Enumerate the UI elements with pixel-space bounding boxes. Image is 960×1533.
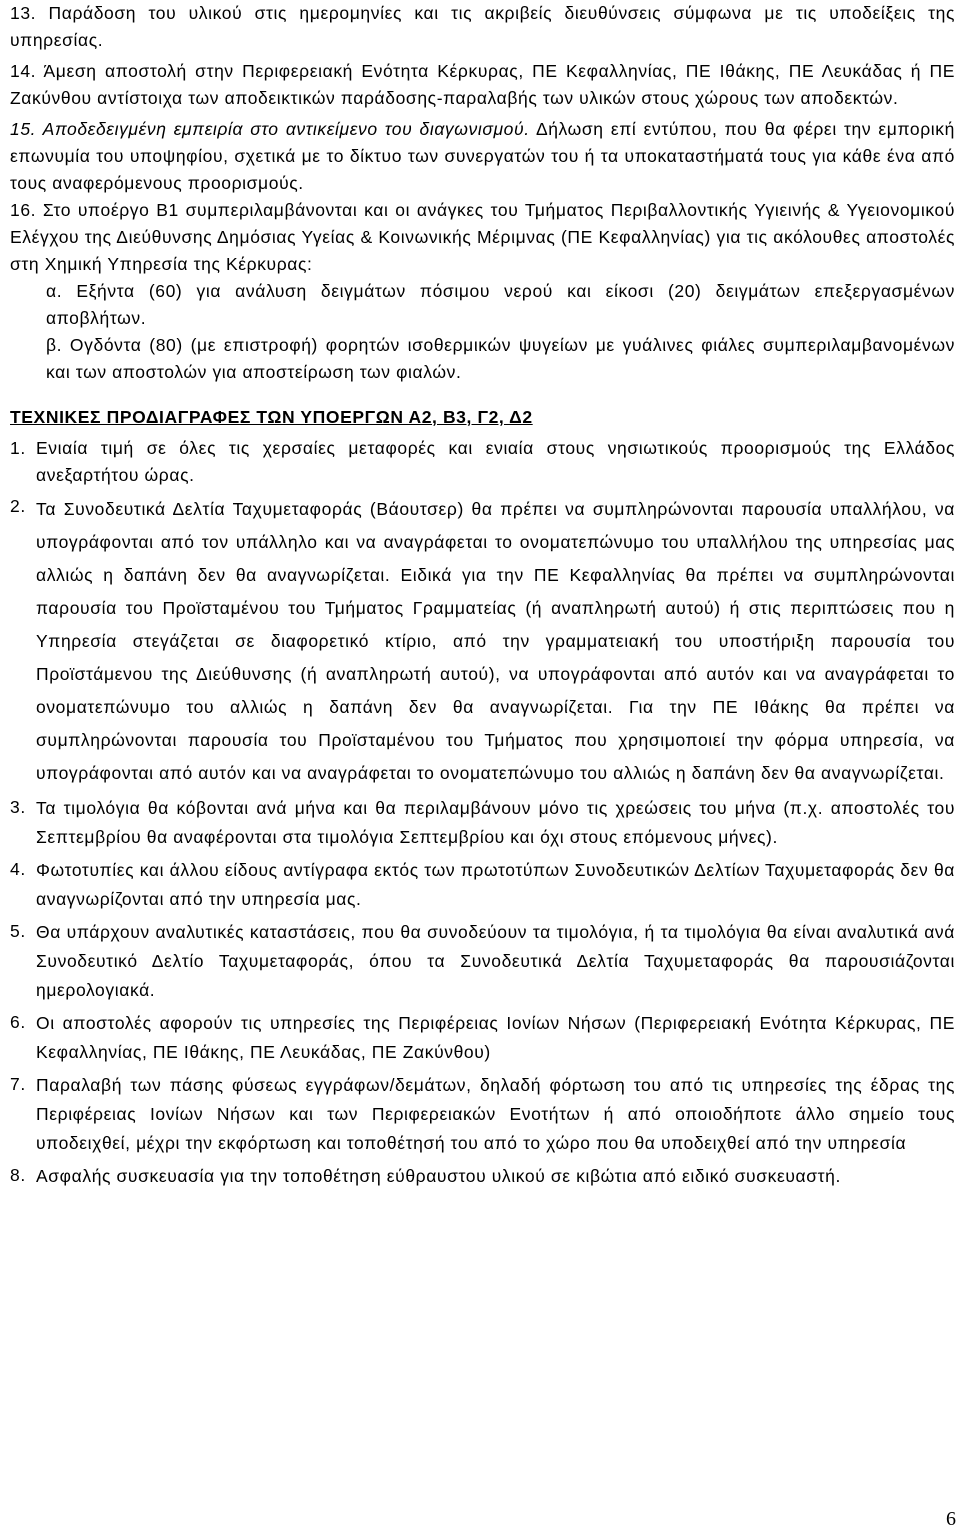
list-item	[10, 435, 955, 489]
list-item-text: Ενιαία τιμή σε όλες τις χερσαίες μεταφορές και ενιαία στους νησιωτικούς προορισμούς της Ελλάδος ανεξαρτήτου ώρας.	[36, 438, 955, 485]
list-item-number: 1.	[10, 438, 26, 458]
list-item	[10, 1009, 955, 1067]
paragraph-14: 14. Άμεση αποστολή στην Περιφερειακή Ενότητα Κέρκυρας, ΠΕ Κεφαλληνίας, ΠΕ Ιθάκης, ΠΕ Λευκάδας ή ΠΕ Ζακύνθου αντίστοιχα των αποδεικτικών παράδοσης-παραλαβής των υλικών στους χώρους των αποδεκτών.	[10, 61, 955, 108]
list-item-text: Τα Συνοδευτικά Δελτία Ταχυμεταφοράς (Βάουτσερ) θα πρέπει να συμπληρώνονται παρουσία υπαλλήλου, να υπογράφονται από τον υπάλληλο και να αναγράφεται το ονοματεπώνυμο του υπαλλήλου της υπηρεσίας μας αλλιώς η δαπάνη δεν θα αναγνωρίζεται. Ειδικά για την ΠΕ Κεφαλληνίας θα πρέπει να συμπληρώνονται παρουσία του Προϊσταμένου του Τμήματος Γραμματείας (ή αναπληρωτή αυτού) ή στις περιπτώσεις που η Υπηρεσία στεγάζεται σε διαφορετικό κτίριο, από την γραμματειακή του υποστήριξη παρουσία του Προϊστάμενου της Διεύθυνσης (ή αναπληρωτή αυτού), να υπογράφονται από αυτόν και να αναγράφεται το ονοματεπώνυμο του αλλιώς η δαπάνη δεν θα αναγνωρίζεται. Για την ΠΕ Ιθάκης θα πρέπει να συμπληρώνονται παρουσία του Προϊσταμένου του Τμήματος που χρησιμοποιεί την φόρμα υπηρεσία, να υπογράφονται από αυτόν και να αναγράφεται το ονοματεπώνυμο του αλλιώς η δαπάνη δεν θα αναγνωρίζεται.	[36, 499, 955, 783]
paragraph-15-body: Δήλωση επί εντύπου, που θα φέρει την εμπορική επωνυμία του υποψηφίου, σχετικά με το δίκτυο των συνεργατών του ή τα υποκαταστήματά τους για κάθε ένα από τους αναφερόμενους προορισμούς.	[10, 119, 955, 193]
list-item-number: 4.	[10, 859, 26, 879]
list-item-number: 8.	[10, 1165, 26, 1185]
list-item	[10, 856, 955, 914]
list-item	[10, 1071, 955, 1158]
list-item	[10, 493, 955, 790]
paragraph-13: 13. Παράδοση του υλικού στις ημερομηνίες και τις ακριβείς διευθύνσεις σύμφωνα με τις υποδείξεις της υπηρεσίας.	[10, 3, 955, 50]
paragraph-16: 16. Στο υποέργο Β1 συμπεριλαμβάνονται και οι ανάγκες του Τμήματος Περιβαλλοντικής Υγιεινής & Υγειονομικού Ελέγχου της Διεύθυνσης Δημόσιας Υγείας & Κοινωνικής Μέριμνας (ΠΕ Κεφαλληνίας) για τις ακόλουθες αποστολές στη Χημική Υπηρεσία της Κέρκυρας:	[10, 200, 955, 274]
list-item-number: 2.	[10, 496, 26, 516]
paragraph-16-b: β. Ογδόντα (80) (με επιστροφή) φορητών ισοθερμικών ψυγείων με γυάλινες φιάλες συμπεριλαμβανομένων και των αποστολών για αποστείρωση των φιαλών.	[46, 335, 955, 382]
list-item-number: 6.	[10, 1012, 26, 1032]
list-item-text: Θα υπάρχουν αναλυτικές καταστάσεις, που θα συνοδεύουν τα τιμολόγια, ή τα τιμολόγια θα είναι αναλυτικά ανά Συνοδευτικό Δελτίο Ταχυμεταφοράς, όπου τα Συνοδευτικά Δελτία Ταχυμεταφοράς θα παρουσιάζονται ημερολογιακά.	[36, 922, 955, 1000]
paragraph-15-lead: 15. Αποδεδειγμένη εμπειρία στο αντικείμενο του διαγωνισμού.	[10, 119, 530, 139]
list-item-text: Παραλαβή των πάσης φύσεως εγγράφων/δεμάτων, δηλαδή φόρτωση του από τις υπηρεσίες της έδρας της Περιφέρειας Ιονίων Νήσων και των Περιφερειακών Ενοτήτων ή από οποιοδήποτε άλλο σημείο τους υποδειχθεί, μέχρι την εκφόρτωση και τοποθέτησή του από το χώρο που θα υποδειχθεί από την υπηρεσία	[36, 1075, 955, 1153]
paragraph-16-a: α. Εξήντα (60) για ανάλυση δειγμάτων πόσιμου νερού και είκοσι (20) δειγμάτων επεξεργασμένων αποβλήτων.	[46, 281, 955, 328]
list-item	[10, 1162, 955, 1191]
page-number: 6	[946, 1508, 956, 1530]
list-item-number: 3.	[10, 797, 26, 817]
list-item-text: Τα τιμολόγια θα κόβονται ανά μήνα και θα περιλαμβάνουν μόνο τις χρεώσεις του μήνα (π.χ. αποστολές του Σεπτεμβρίου θα αναφέρονται στα τιμολόγια Σεπτεμβρίου και όχι στους επόμενους μήνες).	[36, 798, 955, 847]
paragraph-15	[10, 116, 955, 197]
list-item	[10, 918, 955, 1005]
list-item-text: Οι αποστολές αφορούν τις υπηρεσίες της Περιφέρειας Ιονίων Νήσων (Περιφερειακή Ενότητα Κέρκυρας, ΠΕ Κεφαλληνίας, ΠΕ Ιθάκης, ΠΕ Λευκάδας, ΠΕ Ζακύνθου)	[36, 1013, 955, 1062]
list-item-text: Ασφαλής συσκευασία για την τοποθέτηση εύθραυστου υλικού σε κιβώτια από ειδικό συσκευαστή.	[36, 1166, 841, 1186]
list-item-number: 5.	[10, 921, 26, 941]
list-item-number: 7.	[10, 1074, 26, 1094]
list-item-text: Φωτοτυπίες και άλλου είδους αντίγραφα εκτός των πρωτοτύπων Συνοδευτικών Δελτίων Ταχυμεταφοράς δεν θα αναγνωρίζονται από την υπηρεσία μας.	[36, 860, 955, 909]
section-heading: ΤΕΧΝΙΚΕΣ ΠΡΟΔΙΑΓΡΑΦΕΣ ΤΩΝ ΥΠΟΕΡΓΩΝ Α2, Β3, Γ2, Δ2	[10, 407, 533, 427]
list-item	[10, 794, 955, 852]
